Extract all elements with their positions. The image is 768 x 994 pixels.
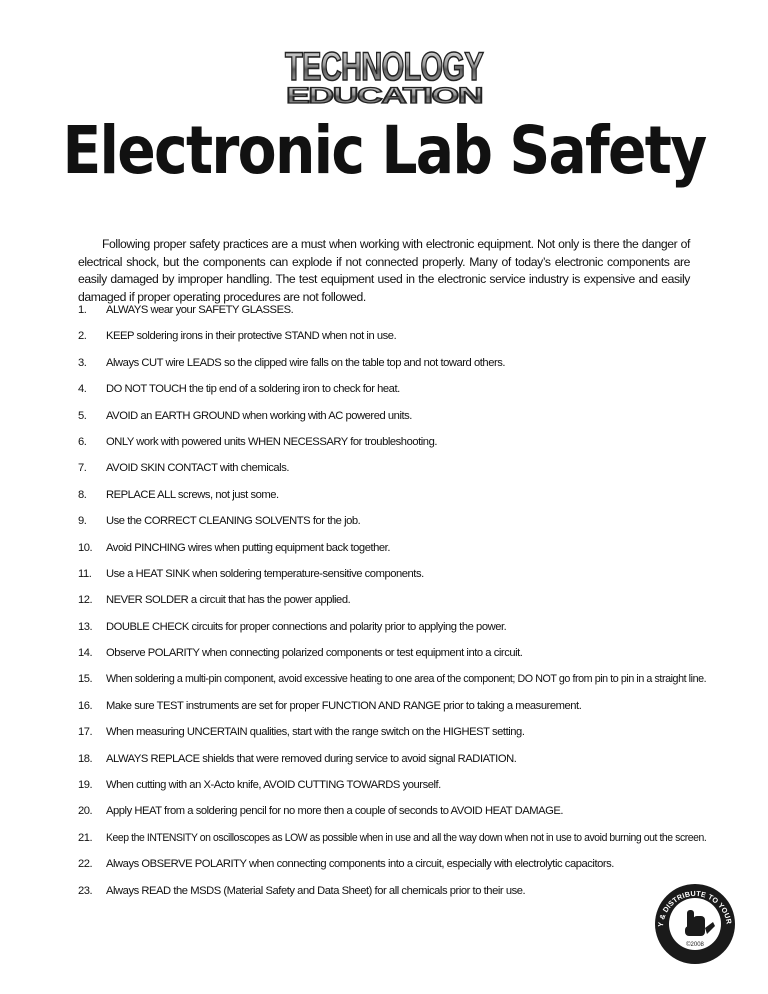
rule-text: Always READ the MSDS (Material Safety and Data Sheet) for all chemicals prior to their use. xyxy=(106,884,526,897)
rule-number: 12. xyxy=(78,594,93,607)
safety-rule-item xyxy=(78,487,698,513)
safety-rule-item xyxy=(78,408,698,434)
rule-text: Observe POLARITY when connecting polarized components or test equipment into a circuit. xyxy=(106,647,523,660)
rule-text: NEVER SOLDER a circuit that has the power applied. xyxy=(106,594,351,607)
rule-text: ONLY work with powered units WHEN NECESSARY for troubleshooting. xyxy=(106,435,438,448)
rule-number: 20. xyxy=(78,805,93,818)
safety-rule-item xyxy=(78,803,698,829)
intro-text: Following proper safety practices are a must when working with electronic equipment. Not only is there the danger of electrical shock, but the components can explode if not connected properly. Many of today’s electronic components are easily damaged by improper handling. The test equipment used in the electronic service industry is expensive and easily damaged if proper operating procedures are not followed. xyxy=(78,237,690,304)
stamp-year: ©2008 xyxy=(686,942,704,948)
rule-number: 17. xyxy=(78,726,93,739)
safety-rule-item xyxy=(78,645,698,671)
photocopy-stamp xyxy=(653,882,737,966)
stamp-text: Y & DISTRIBUTE TO YOUR xyxy=(655,888,734,928)
intro-paragraph xyxy=(78,236,690,306)
rule-text: DOUBLE CHECK circuits for proper connections and polarity prior to applying the power. xyxy=(106,620,507,633)
rule-text: Make sure TEST instruments are set for proper FUNCTION AND RANGE prior to taking a measurement. xyxy=(106,699,582,712)
rule-number: 15. xyxy=(78,673,93,686)
rule-number: 1. xyxy=(78,304,87,316)
rule-text: When cutting with an X-Acto knife, AVOID CUTTING TOWARDS yourself. xyxy=(106,779,441,792)
safety-rules-list xyxy=(78,302,707,909)
safety-rule-item xyxy=(78,698,698,724)
rule-number: 2. xyxy=(78,330,87,343)
rule-number: 6. xyxy=(78,435,87,448)
rule-text: ALWAYS wear your SAFETY GLASSES. xyxy=(106,304,294,316)
safety-rule-item xyxy=(78,724,698,750)
rule-number: 9. xyxy=(78,515,87,528)
safety-rule-item xyxy=(78,513,698,539)
rule-number: 18. xyxy=(78,752,93,765)
safety-rule-item xyxy=(78,856,698,882)
rule-number: 3. xyxy=(78,356,87,369)
rule-text: Always OBSERVE POLARITY when connecting components into a circuit, especially with electrolytic capacitors. xyxy=(106,858,614,871)
rule-number: 19. xyxy=(78,779,93,792)
safety-rule-item xyxy=(78,671,707,697)
rule-number: 8. xyxy=(78,488,87,501)
safety-rule-item xyxy=(78,302,698,328)
logo-line1: TECHNOLOGY xyxy=(285,45,484,89)
logo-line2: EDUCATION xyxy=(286,83,483,108)
safety-rule-item xyxy=(78,381,698,407)
technology-education-logo xyxy=(282,36,486,106)
rule-text: REPLACE ALL screws, not just some. xyxy=(106,488,279,501)
rule-number: 7. xyxy=(78,462,87,475)
safety-rule-item xyxy=(78,830,707,856)
rule-text: When soldering a multi-pin component, avoid excessive heating to one area of the component; DO NOT go from pin to pin in a straight line. xyxy=(106,673,707,686)
rule-text: DO NOT TOUCH the tip end of a soldering iron to check for heat. xyxy=(106,383,400,396)
rule-number: 22. xyxy=(78,858,93,871)
rule-text: Use a HEAT SINK when soldering temperature-sensitive components. xyxy=(106,567,424,580)
rule-number: 4. xyxy=(78,383,87,396)
safety-rule-item xyxy=(78,540,698,566)
safety-rule-item xyxy=(78,355,698,381)
rule-number: 21. xyxy=(78,831,93,844)
rule-text: Keep the INTENSITY on oscilloscopes as LOW as possible when in use and all the way down when not in use to avoid burning out the screen. xyxy=(106,831,707,844)
rule-text: Always CUT wire LEADS so the clipped wire falls on the table top and not toward others. xyxy=(106,356,506,369)
rule-text: ALWAYS REPLACE shields that were removed during service to avoid signal RADIATION. xyxy=(106,752,517,765)
rule-text: AVOID an EARTH GROUND when working with AC powered units. xyxy=(106,409,412,422)
rule-number: 14. xyxy=(78,647,93,660)
rule-number: 16. xyxy=(78,699,93,712)
rule-text: KEEP soldering irons in their protective STAND when not in use. xyxy=(106,330,397,343)
rule-text: AVOID SKIN CONTACT with chemicals. xyxy=(106,462,290,475)
safety-rule-item xyxy=(78,460,698,486)
rule-text: When measuring UNCERTAIN qualities, start with the range switch on the HIGHEST setting. xyxy=(106,726,525,739)
safety-rule-item xyxy=(78,751,698,777)
rule-number: 13. xyxy=(78,620,93,633)
rule-number: 23. xyxy=(78,884,93,897)
safety-rule-item xyxy=(78,434,698,460)
rule-number: 10. xyxy=(78,541,93,554)
rule-text: Apply HEAT from a soldering pencil for no more then a couple of seconds to AVOID HEAT DAMAGE. xyxy=(106,805,564,818)
safety-rule-item xyxy=(78,777,698,803)
rule-number: 5. xyxy=(78,409,87,422)
safety-rule-item xyxy=(78,592,698,618)
rule-text: Avoid PINCHING wires when putting equipment back together. xyxy=(106,541,390,554)
safety-rule-item xyxy=(78,619,698,645)
rule-text: Use the CORRECT CLEANING SOLVENTS for the job. xyxy=(106,515,361,528)
rule-number: 11. xyxy=(78,567,92,580)
page-title: Electronic Lab Safety xyxy=(62,112,706,189)
safety-rule-item xyxy=(78,328,698,354)
safety-rule-item xyxy=(78,566,698,592)
safety-rule-item xyxy=(78,883,698,909)
